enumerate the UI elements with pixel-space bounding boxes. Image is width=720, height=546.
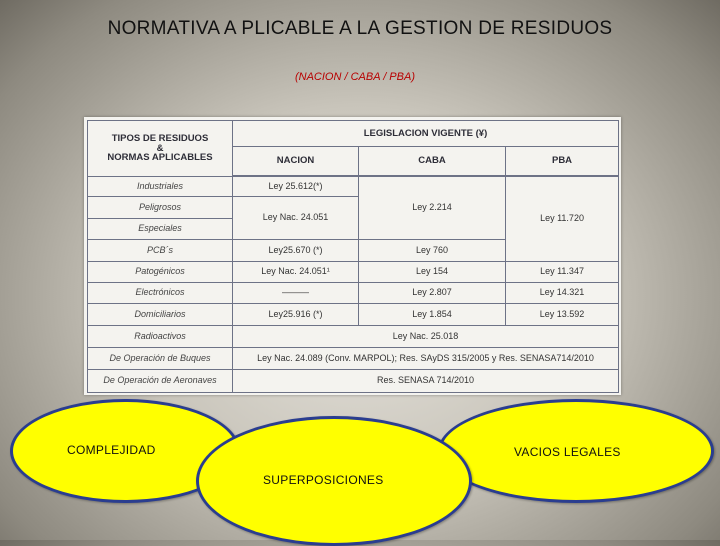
cell-caba-ind-pel-esp: Ley 2.214: [359, 177, 506, 240]
regulations-table-image: [84, 117, 621, 395]
header-tipos-residuos: TIPOS DE RESIDUOS & NORMAS APLICABLES: [88, 121, 233, 177]
row-label-industriales: Industriales: [88, 177, 233, 197]
cell-nacion-electronicos: ———: [233, 283, 359, 304]
page-subtitle: (NACION / CABA / PBA): [294, 71, 415, 83]
label-superposiciones: SUPERPOSICIONES: [263, 473, 384, 487]
row-label-peligrosos: Peligrosos: [88, 197, 233, 219]
label-complejidad: COMPLEJIDAD: [67, 443, 156, 457]
row-label-buques: De Operación de Buques: [88, 348, 233, 370]
cell-nacion-peligrosos-especiales: Ley Nac. 24.051: [233, 197, 359, 240]
row-label-patogenicos: Patogénicos: [88, 262, 233, 283]
cell-caba-pcbs: Ley 760: [359, 240, 506, 262]
row-label-electronicos: Electrónicos: [88, 283, 233, 304]
cell-caba-patogenicos: Ley 154: [359, 262, 506, 283]
header-pba: PBA: [506, 147, 619, 176]
cell-nacion-domiciliarios: Ley25.916 (*): [233, 304, 359, 326]
cell-aeronaves-all: Res. SENASA 714/2010: [233, 370, 619, 393]
cell-caba-electronicos: Ley 2.807: [359, 283, 506, 304]
cell-caba-domiciliarios: Ley 1.854: [359, 304, 506, 326]
row-label-aeronaves: De Operación de Aeronaves: [88, 370, 233, 393]
page-title: NORMATIVA A PLICABLE A LA GESTION DE RESIDUOS: [107, 18, 613, 39]
cell-nacion-industriales: Ley 25.612(*): [233, 177, 359, 197]
row-label-pcbs: PCB´s: [88, 240, 233, 262]
regulations-table: [87, 120, 619, 393]
cell-buques-all: Ley Nac. 24.089 (Conv. MARPOL); Res. SAyDS 315/2005 y Res. SENASA714/2010: [233, 348, 619, 370]
cell-pba-ind-pel-esp-pcbs: Ley 11.720: [506, 177, 619, 262]
cell-nacion-pcbs: Ley25.670 (*): [233, 240, 359, 262]
header-caba: CABA: [359, 147, 506, 176]
label-vacios-legales: VACIOS LEGALES: [514, 445, 621, 459]
cell-radioactivos-all: Ley Nac. 25.018: [233, 326, 619, 348]
row-label-radioactivos: Radioactivos: [88, 326, 233, 348]
row-label-domiciliarios: Domiciliarios: [88, 304, 233, 326]
cell-pba-patogenicos: Ley 11.347: [506, 262, 619, 283]
cell-pba-domiciliarios: Ley 13.592: [506, 304, 619, 326]
header-legislacion-vigente: LEGISLACION VIGENTE (¥): [233, 121, 619, 147]
header-nacion: NACION: [233, 147, 359, 176]
cell-nacion-patogenicos: Ley Nac. 24.051¹: [233, 262, 359, 283]
cell-pba-electronicos: Ley 14.321: [506, 283, 619, 304]
row-label-especiales: Especiales: [88, 219, 233, 240]
